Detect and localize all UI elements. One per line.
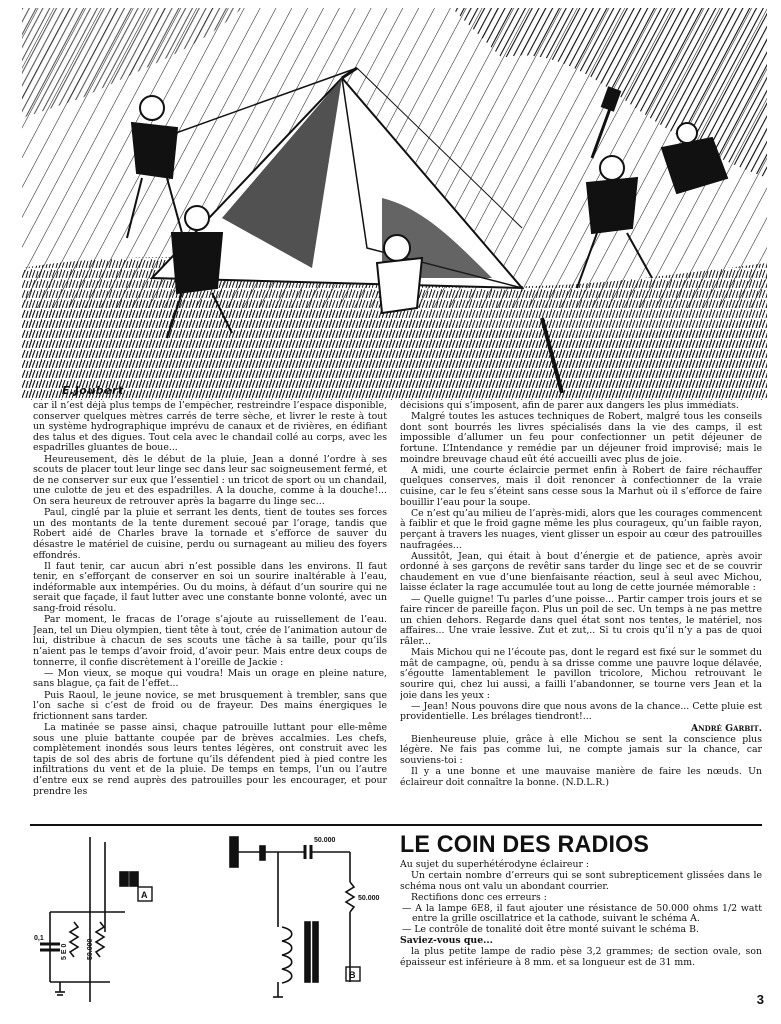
rain-storm-tent-scouts-illustration [22, 8, 767, 400]
schema-a-label: A [141, 890, 148, 900]
article-left-paragraph: Par moment, le fracas de l’orage s’ajoute au ruissellement de l’eau. Jean, tel un Dieu olympien, tient tête à tout, crée de l’animation autour de lui, distribue à chacun de ses scouts une tâche à sa taille, pour qu’ils n’aient pas le temps d’avoir froid, d’avoir peur. Mais entre deux coups de tonnerre, il confie discrètement à l’oreille de Jackie : [33, 614, 387, 668]
radio-corner [400, 832, 762, 1012]
top-capacitor-label: 50.000 [314, 837, 336, 844]
schematic-drawing [30, 832, 390, 1010]
article-right-paragraph: A midi, une courte éclaircie permet enfin à Robert de faire réchauffer quelques conserves, mais il doit renoncer à confectionner de la vraie cuisine, car le feu s’éteint sans cesse sous la Marhut où il s’efforce de faire bouillir l’eau pour la soupe. [400, 464, 762, 508]
article-closing-paragraph: Bienheureuse pluie, grâce à elle Michou se sent la conscience plus légère. Ne fais pas comme lui, ne compte jamais sur la chance, car souviens-toi : [400, 733, 762, 766]
article-right-paragraph: — Jean! Nous pouvons dire que nous avons de la chance... Cette pluie est providentielle. Les brélages tiendront!... [400, 700, 762, 723]
storm-illustration [22, 8, 767, 400]
article-left-paragraph: La matinée se passe ainsi, chaque patrouille luttant pour elle-même sous une pluie battante coupée par de brèves accalmies. Les chefs, complètement inondés sous leurs tentes légères, ont construit avec les tapis de sol des abris de fortune qu’ils défendent pied à pied contre les infiltrations du vent et de la pluie. De temps en temps, l’un ou l’autre d’entre eux se rend auprès des patrouilles pour les encourager, et pour prendre les [33, 721, 387, 797]
article-left-paragraph: — Mon vieux, se moque qui voudra! Mais un orage en pleine nature, sans blague, ça fait de l’effet... [33, 667, 387, 690]
article-column-left [33, 401, 387, 819]
schema-b-label: B [349, 970, 356, 980]
radio-schematic [30, 832, 390, 1010]
article-right-paragraph: Malgré toutes les astuces techniques de Robert, malgré tous les conseils dont sont bourrés les livres spécialisés dans la vie des camps, il est impossible d’allumer un feu pour confectionner un petit déjeuner de fortune. L’Intendance y remédie par un déjeuner froid improvisé; mais le moindre breuvage chaud eût été accueilli avec plus de joie. [400, 411, 762, 465]
radio-title: LE COIN DES RADIOS [400, 831, 650, 858]
article-left-paragraph: Il faut tenir, car aucun abri n’est possible dans les environs. Il faut tenir, en s’efforçant de conserver en soi un sourire inaltérable à l’eau, indéformable aux intempéries. Ou du moins, à défaut d’un sourire qui ne serait que façade, il faut lutter avec une constante bonne volonté, avec un sang-froid résolu. [33, 560, 387, 615]
page-number: 3 [756, 992, 764, 1007]
article-closing-paragraph: Il y a une bonne et une mauvaise manière de faire les nœuds. Un éclaireur doit connaître la bonne. (N.D.L.R.) [400, 766, 762, 788]
article-right-paragraph: Mais Michou qui ne l’écoute pas, dont le regard est fixé sur le sommet du mât de campagne, où, pendu à sa drisse comme une pauvre loque délavée, s’égoutte lamentablement le pavillon tricolore, Michou retrouvant le sourire qui, chez lui aussi, a failli l’abandonner, se tourne vers Jean et la joie dans les yeux : [400, 647, 762, 701]
radio-item-2: — Le contrôle de tonalité doit être monté suivant le schéma B. [402, 924, 699, 936]
article-left-paragraph: car il n’est déjà plus temps de l’empêcher, restreindre l’espace disponible, conserver quelques mètres carrés de terre sèche, et livrer le reste à tout un système hydrographique imprévu de canaux et de rivières, en édifiant des talus et des digues. Tout cela avec le chandail collé au corps, avec les espadrilles gluantes de boue... [33, 401, 387, 454]
resistor-1-label: 5 E 0 [61, 943, 68, 960]
article-right-paragraph: Ce n’est qu’au milieu de l’après-midi, alors que les courages commencent à faiblir et que le froid gagne même les plus courageux, qu’un faible rayon, perçant à travers les nuages, vient glisser un espoir au cœur des patrouilles naufragées... [400, 507, 762, 551]
article-right-paragraph: Aussitôt, Jean, qui était à bout d’énergie et de patience, après avoir ordonné à ses garçons de revêtir sans tarder du linge sec et de se couvrir chaudement en vue d’une bienfaisante réaction, seul à seul avec Michou, laisse éclater la rage accumulée tout au long de cette journée mémorable : [400, 550, 762, 594]
article-left-paragraph: Paul, cinglé par la pluie et serrant les dents, tient de toutes ses forces un des montants de la tente durement secoué par l’orage, tandis que Robert aidé de Charles brave la tornade et s’efforce de sauver du désastre le matériel de cuisine, perdu ou surnageant au milieu des foyers effondrés. [33, 507, 387, 561]
article-left-paragraph: Puis Raoul, le jeune novice, se met brusquement à trembler, sans que l’on sache si c’est de froid ou de frayeur. Des mains énergiques le frictionnent sans tarder. [33, 689, 387, 722]
radio-item-1: — A la lampe 6E8, il faut ajouter une résistance de 50.000 ohms 1/2 watt entre la grille oscillatrice et la cathode, suivant le schéma A. [402, 902, 762, 925]
radio-did-you-know: Saviez-vous que... [400, 935, 493, 947]
illustration-signature: E.Joubert [62, 384, 124, 397]
article-author: André Garbit. [690, 722, 762, 734]
article-right-paragraph: décisions qui s’imposent, afin de parer aux dangers les plus immédiats. [400, 401, 739, 411]
resistor-2-label: 50.000 [87, 938, 94, 960]
right-resistor-label: 50.000 [358, 895, 380, 902]
article-right-paragraph: — Quelle guigne! Tu parles d’une poisse... Partir camper trois jours et se faire rincer de pareille façon. Plus un poil de sec. Un temps à ne pas mettre un chien dehors. Regarde dans quel état sont nos tentes, le matériel, nos affaires... Une vraie lessive. Zut et zut,.. Si tu crois qu’il n’y a pas de quoi râler... [400, 593, 762, 648]
article-left-paragraph: Heureusement, dès le début de la pluie, Jean a donné l’ordre à ses scouts de placer tout leur linge sec dans leur sac soigneusement fermé, et de ne conserver sur eux que l’essentiel : un tricot de sport ou un chandail, une culotte de jeu et des espadrilles. A la douche, comme à la douche!... On sera heureux de retrouver après la bagarre du linge sec... [33, 453, 387, 507]
radio-paragraph-1: Un certain nombre d’erreurs qui se sont subrepticement glissées dans le schéma nous ont valu un abondant courrier. [400, 869, 762, 892]
radio-intro: Au sujet du superhétérodyne éclaireur : [400, 859, 590, 870]
section-divider [30, 824, 762, 826]
radio-body [400, 860, 762, 968]
radio-paragraph-2: la plus petite lampe de radio pèse 3,2 grammes; de section ovale, son épaisseur est inférieure à 8 mm. et sa longueur est de 31 mm. [400, 946, 762, 968]
radio-corrections-lead: Rectifions donc ces erreurs : [411, 891, 547, 903]
capacitor-value-label: 0,1 [34, 935, 44, 942]
article-column-right [400, 401, 762, 819]
